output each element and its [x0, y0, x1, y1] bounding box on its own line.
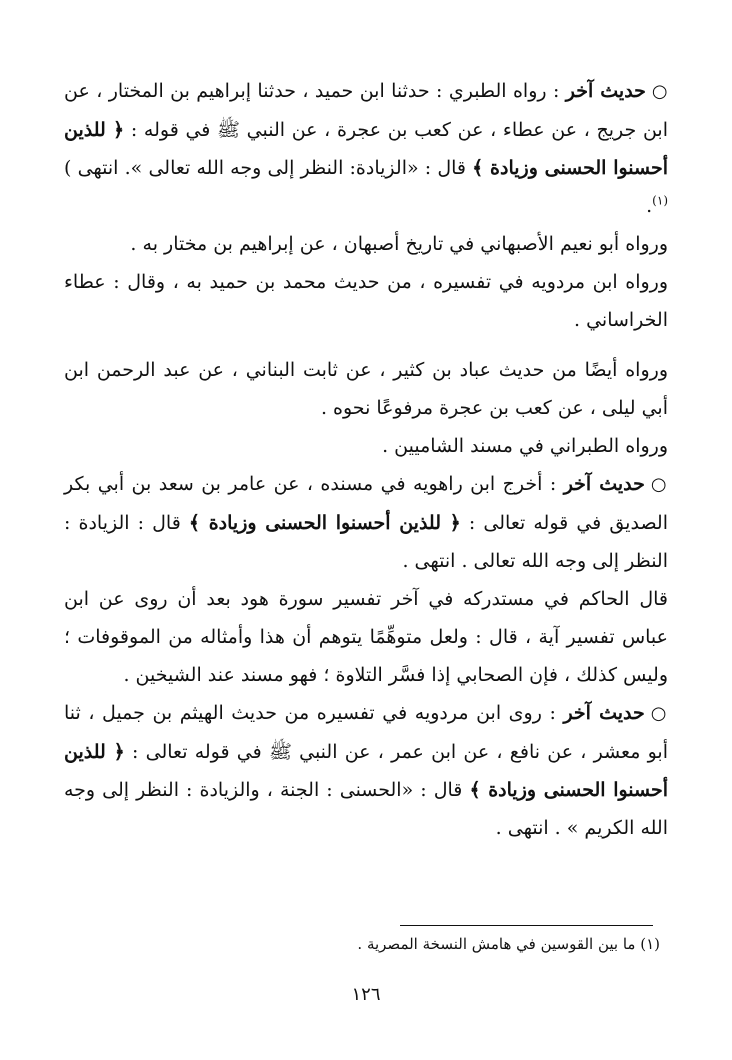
hadith-text: .: [646, 195, 653, 217]
paragraph: ورواه الطبراني في مسند الشاميين .: [382, 435, 668, 457]
footnote-divider: [400, 925, 653, 926]
hadith-text: : رواه الطبري : حدثنا ابن حميد ، حدثنا إبراهيم بن المختار ، عن ابن جريج ، عن عطاء ، عن كعب بن عجرة ، عن النبي ﷺ في قوله :: [64, 80, 668, 141]
hadith-text: قال : «الزيادة: النظر إلى وجه الله تعالى ». انتهى ): [64, 157, 466, 179]
hadith-text: : روى ابن مردويه في تفسيره من حديث الهيثم بن جميل ، ثنا أبو معشر ، عن نافع ، عن ابن عمر ، عن النبي ﷺ في قوله تعالى :: [64, 702, 668, 763]
hadith-heading: حديث آخر: [565, 80, 646, 102]
paragraph: ورواه أبو نعيم الأصبهاني في تاريخ أصبهان ، عن إبراهيم بن مختار به .: [130, 233, 668, 255]
quran-quote: ﴿ للذين أحسنوا الحسنى وزيادة ﴾: [64, 119, 669, 179]
footnote-ref: (١): [652, 193, 668, 208]
paragraph: ورواه ابن مردويه في تفسيره ، من حديث محمد بن حميد به ، وقال : عطاء الخراساني .: [64, 271, 668, 331]
hadith-3: [64, 694, 668, 847]
footnote: (١) ما بين القوسين في هامش النسخة المصرية .: [357, 935, 660, 953]
quran-quote: ﴿ للذين أحسنوا الحسنى وزيادة ﴾: [64, 741, 668, 801]
hadith-text: : أخرج ابن راهويه في مسنده ، عن عامر بن سعد بن أبي بكر الصديق في قوله تعالى :: [64, 473, 668, 534]
hadith-heading: حديث آخر: [563, 473, 645, 495]
circle-bullet-icon: ○: [651, 81, 668, 102]
main-text: [64, 72, 668, 847]
hadith-heading: حديث آخر: [563, 702, 645, 724]
paragraph: قال الحاكم في مستدركه في آخر تفسير سورة هود بعد أن روى عن ابن عباس تفسير آية ، قال : ولعل متوهِّمًا يتوهم أن هذا وأمثاله من الموقوفات ؛ وليس كذلك ، فإن الصحابي إذا فسَّر التلاوة ؛ فهو مسند عند الشيخين .: [64, 588, 668, 686]
quran-quote: ﴿ للذين أحسنوا الحسنى وزيادة ﴾: [188, 512, 461, 534]
paragraph: ورواه أيضًا من حديث عباد بن كثير ، عن ثابت البناني ، عن عبد الرحمن ابن أبي ليلى ، عن كعب بن عجرة مرفوعًا نحوه .: [64, 359, 668, 419]
hadith-1: [64, 72, 668, 225]
hadith-text: قال : الزيادة : النظر إلى وجه الله تعالى . انتهى .: [64, 512, 668, 572]
circle-bullet-icon: ○: [650, 703, 668, 724]
hadith-text: قال : «الحسنى : الجنة ، والزيادة : النظر إلى وجه الله الكريم » . انتهى .: [64, 779, 668, 839]
hadith-2: [64, 465, 668, 580]
page-number: ١٢٦: [351, 984, 381, 1005]
circle-bullet-icon: ○: [650, 474, 668, 495]
